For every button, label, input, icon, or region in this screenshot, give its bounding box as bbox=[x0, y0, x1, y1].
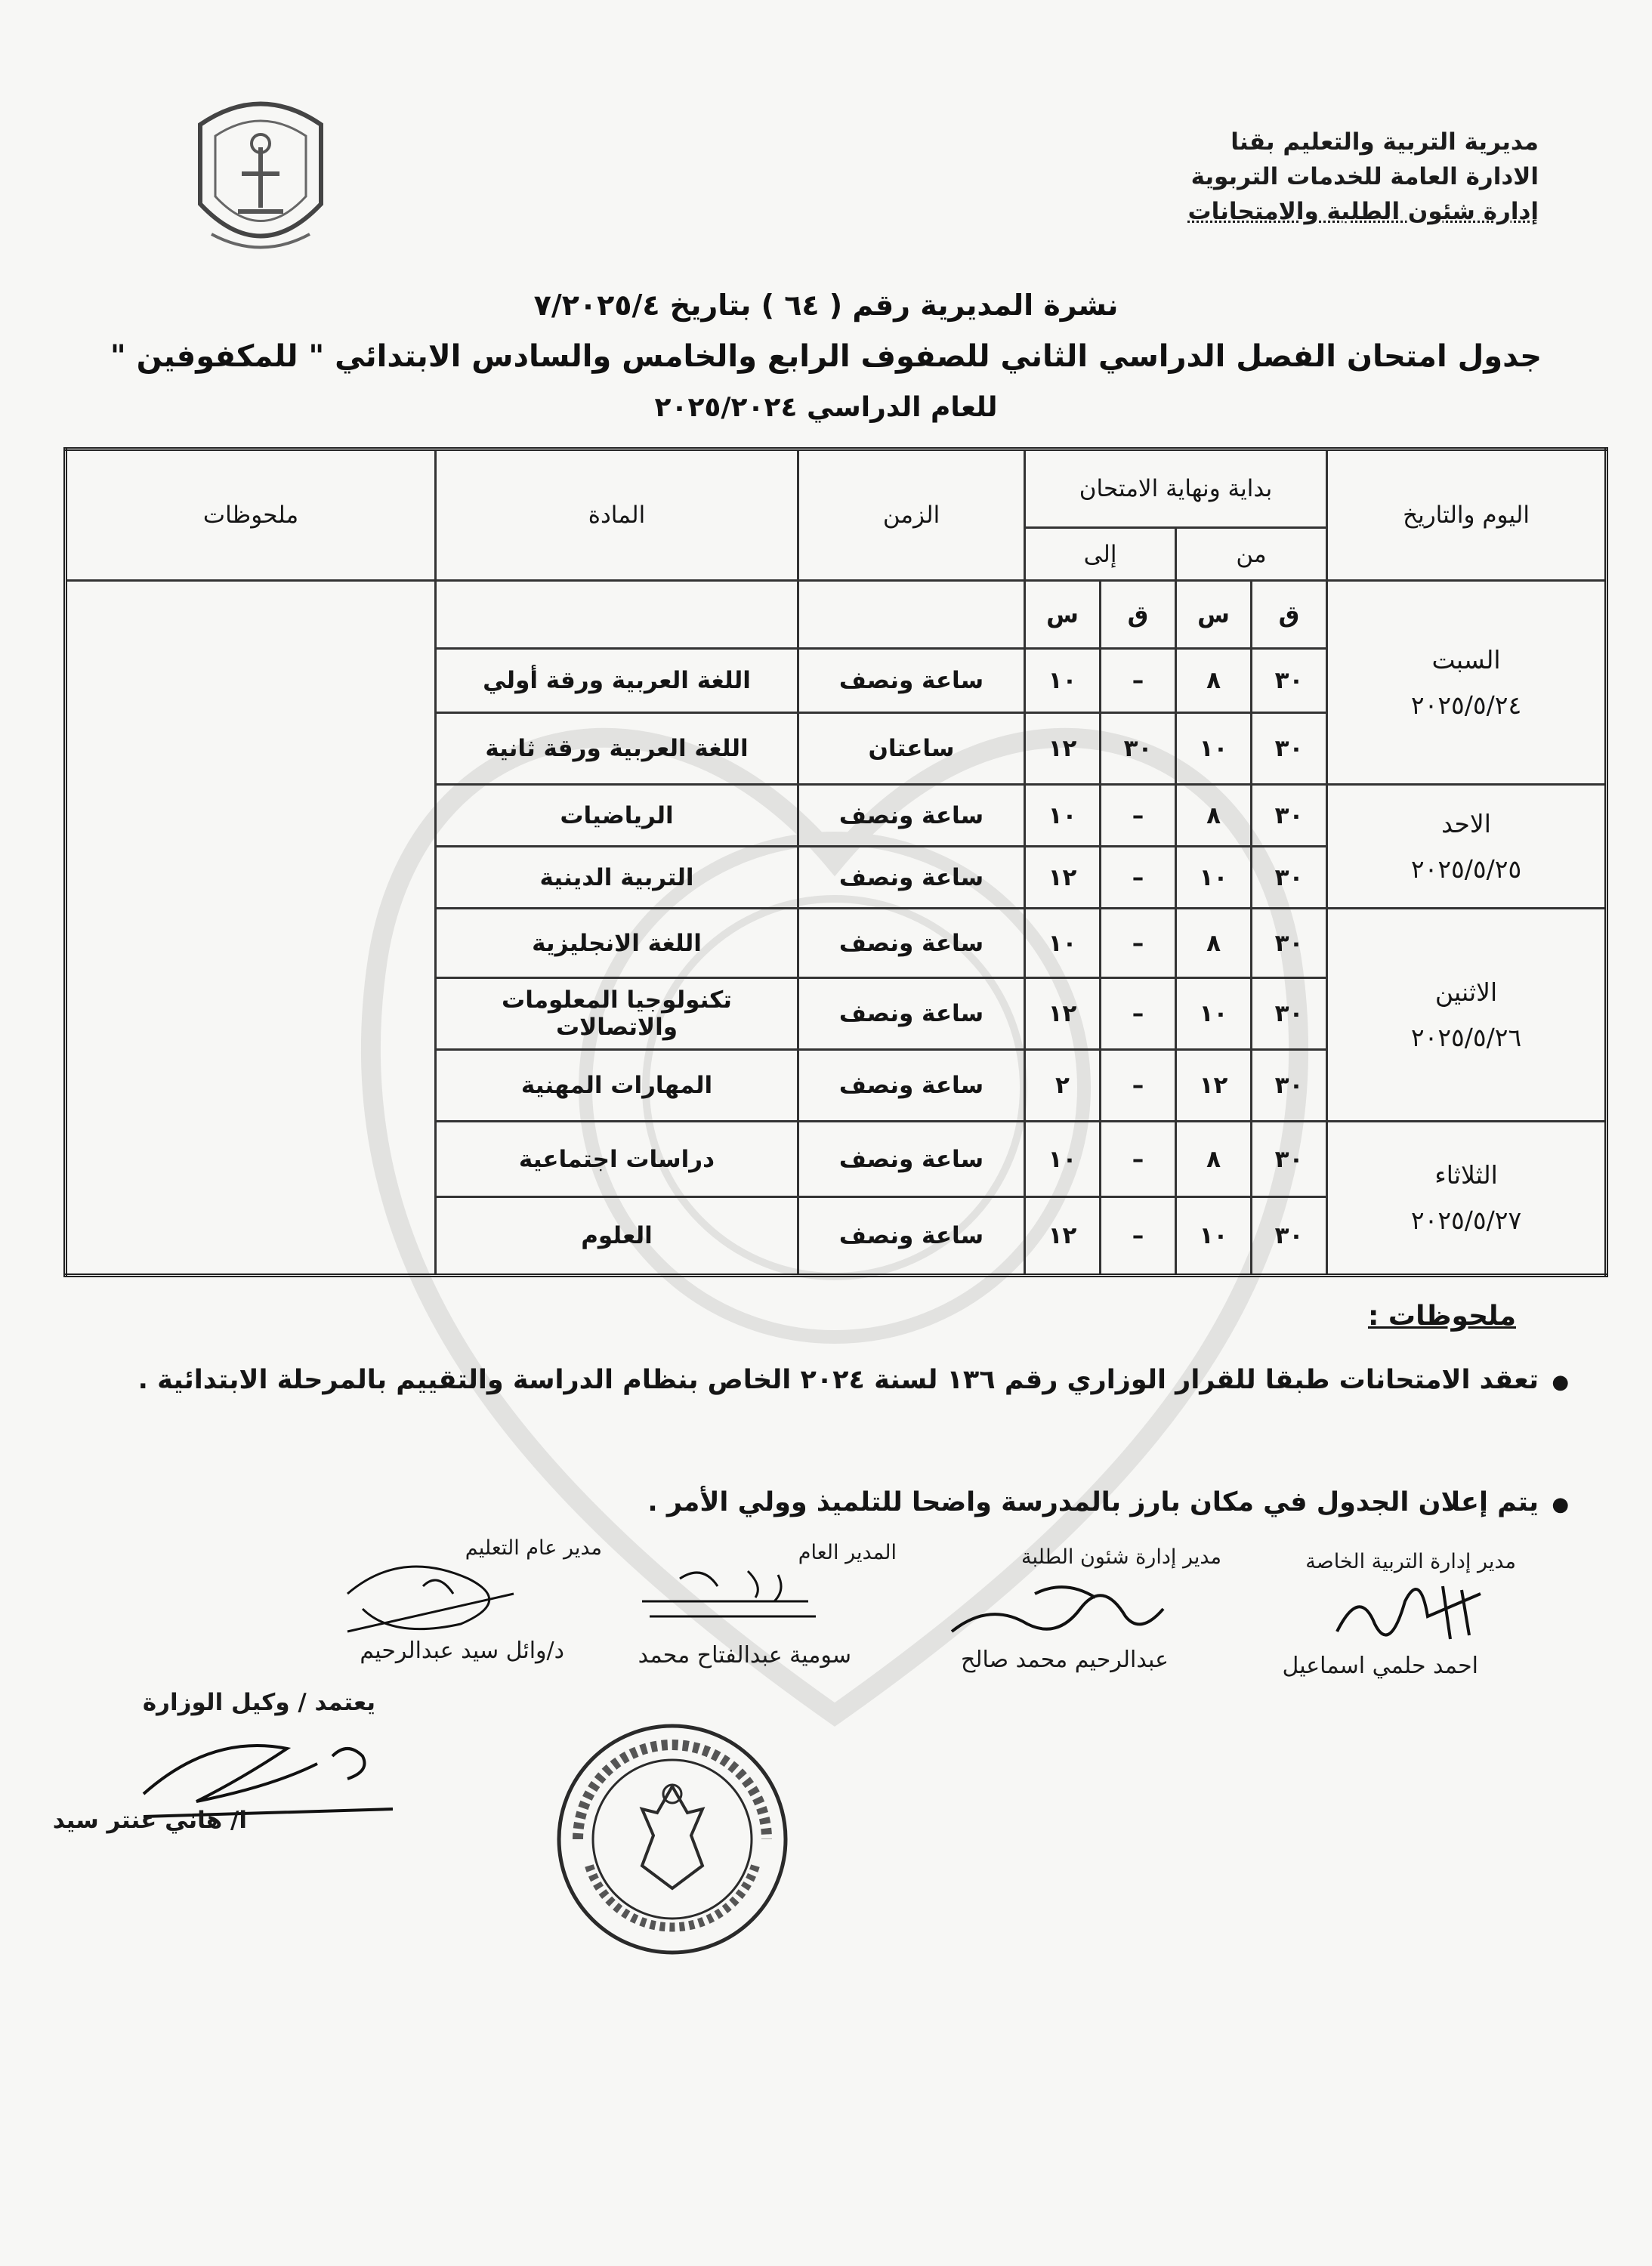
header-to-minute: ق bbox=[1101, 581, 1176, 649]
duration-cell: ساعة ونصف bbox=[798, 847, 1025, 909]
exam-schedule-table bbox=[63, 447, 1608, 1277]
to-minute-cell: – bbox=[1101, 847, 1176, 909]
from-hour-cell: ١٠ bbox=[1176, 713, 1252, 785]
notes-cell bbox=[66, 581, 436, 1276]
header-notes: ملحوظات bbox=[66, 449, 436, 581]
duration-cell: ساعة ونصف bbox=[798, 909, 1025, 978]
from-hour-cell: ٨ bbox=[1176, 1122, 1252, 1197]
day-cell bbox=[1327, 785, 1607, 909]
from-hour-cell: ١٠ bbox=[1176, 847, 1252, 909]
signature-education-director bbox=[332, 1548, 529, 1639]
header-from-minute: ق bbox=[1252, 581, 1327, 649]
duration-cell: ساعتان bbox=[798, 713, 1025, 785]
subject-cell: دراسات اجتماعية bbox=[436, 1122, 798, 1197]
approval-title: يعتمد / وكيل الوزارة bbox=[142, 1689, 375, 1716]
day-name: الاثنين bbox=[1434, 977, 1498, 1007]
special-ed-title: مدير إدارة التربية الخاصة bbox=[1305, 1550, 1516, 1573]
duration-cell: ساعة ونصف bbox=[798, 785, 1025, 847]
subject-cell: المهارات المهنية bbox=[436, 1050, 798, 1122]
from-hour-cell: ٨ bbox=[1176, 649, 1252, 713]
note-item bbox=[58, 1351, 1569, 1412]
from-minute-cell: ٣٠ bbox=[1252, 649, 1327, 713]
education-director-name: د/وائل سيد عبدالرحيم bbox=[360, 1638, 564, 1664]
academic-year: للعام الدراسي ٢٠٢٥/٢٠٢٤ bbox=[654, 392, 998, 423]
education-director-title: مدير عام التعليم bbox=[465, 1536, 602, 1560]
from-minute-cell: ٣٠ bbox=[1252, 785, 1327, 847]
subject-cell: التربية الدينية bbox=[436, 847, 798, 909]
duration-cell: ساعة ونصف bbox=[798, 978, 1025, 1050]
to-minute-cell: – bbox=[1101, 785, 1176, 847]
from-minute-cell: ٣٠ bbox=[1252, 847, 1327, 909]
subject-cell: العلوم bbox=[436, 1197, 798, 1276]
subject-cell bbox=[436, 581, 798, 649]
header-general-administration: الادارة العامة للخدمات التربوية bbox=[1190, 163, 1539, 190]
to-hour-cell: ١٢ bbox=[1025, 713, 1101, 785]
note-text: تعقد الامتحانات طبقا للقرار الوزاري رقم ١٣٦ لسنة ٢٠٢٤ الخاص بنظام الدراسة والتقييم بالمرحلة الابتدائية . bbox=[137, 1365, 1539, 1395]
general-manager-name: سومية عبدالفتاح محمد bbox=[638, 1642, 851, 1669]
from-minute-cell: ٣٠ bbox=[1252, 1050, 1327, 1122]
from-minute-cell: ٣٠ bbox=[1252, 1122, 1327, 1197]
to-minute-cell: – bbox=[1101, 649, 1176, 713]
note-item bbox=[58, 1473, 1569, 1534]
to-minute-cell: – bbox=[1101, 1197, 1176, 1276]
to-hour-cell: ١٢ bbox=[1025, 847, 1101, 909]
special-ed-name: احمد حلمي اسماعيل bbox=[1282, 1653, 1478, 1679]
note-text: يتم إعلان الجدول في مكان بارز بالمدرسة واضحا للتلميذ وولي الأمر . bbox=[647, 1487, 1539, 1517]
to-minute-cell: – bbox=[1101, 909, 1176, 978]
from-minute-cell: ٣٠ bbox=[1252, 909, 1327, 978]
directorate-header bbox=[1187, 125, 1539, 229]
notes-heading: ملحوظات : bbox=[1367, 1301, 1516, 1332]
from-minute-cell: ٣٠ bbox=[1252, 1197, 1327, 1276]
duration-cell: ساعة ونصف bbox=[798, 1122, 1025, 1197]
schedule-title: جدول امتحان الفصل الدراسي الثاني للصفوف الرابع والخامس والسادس الابتدائي " للمكفوفين " bbox=[110, 339, 1542, 374]
from-hour-cell: ١٠ bbox=[1176, 978, 1252, 1050]
header-day-date: اليوم والتاريخ bbox=[1327, 449, 1607, 581]
to-hour-cell: ١٠ bbox=[1025, 785, 1101, 847]
student-affairs-name: عبدالرحيم محمد صالح bbox=[960, 1647, 1169, 1673]
from-hour-cell: ١٢ bbox=[1176, 1050, 1252, 1122]
signature-student-affairs bbox=[944, 1564, 1171, 1647]
to-minute-cell: – bbox=[1101, 1122, 1176, 1197]
to-hour-cell: ١٢ bbox=[1025, 978, 1101, 1050]
subject-cell: اللغة العربية ورقة ثانية bbox=[436, 713, 798, 785]
day-cell bbox=[1327, 909, 1607, 1122]
day-cell bbox=[1327, 1122, 1607, 1276]
day-date: ٢٠٢٥/٥/٢٦ bbox=[1410, 1022, 1522, 1052]
duration-cell: ساعة ونصف bbox=[798, 649, 1025, 713]
header-start-end: بداية ونهاية الامتحان bbox=[1025, 449, 1327, 528]
to-hour-cell: ١٠ bbox=[1025, 1122, 1101, 1197]
duration-cell: ساعة ونصف bbox=[798, 1050, 1025, 1122]
day-cell bbox=[1327, 581, 1607, 785]
bulletin-number: نشرة المديرية رقم ( ٦٤ ) بتاريخ ٧/٢٠٢٥/٤ bbox=[533, 289, 1119, 322]
bullet-icon: ● bbox=[1552, 1493, 1569, 1516]
to-hour-cell: ١٠ bbox=[1025, 909, 1101, 978]
official-seal bbox=[544, 1715, 801, 1964]
from-minute-cell: ٣٠ bbox=[1252, 713, 1327, 785]
subject-cell: اللغة الانجليزية bbox=[436, 909, 798, 978]
general-manager-title: المدير العام bbox=[798, 1541, 897, 1564]
header-from-hour: س bbox=[1176, 581, 1252, 649]
day-date: ٢٠٢٥/٥/٢٤ bbox=[1410, 690, 1522, 720]
student-affairs-title: مدير إدارة شئون الطلبة bbox=[1021, 1545, 1221, 1569]
day-date: ٢٠٢٥/٥/٢٥ bbox=[1410, 854, 1522, 884]
deputy-name: ا/ هاني عنتر سيد bbox=[52, 1807, 247, 1834]
header-student-affairs: إدارة شئون الطلبة والامتحانات bbox=[1187, 198, 1539, 225]
directorate-logo bbox=[181, 83, 340, 272]
to-minute-cell: – bbox=[1101, 1050, 1176, 1122]
subject-cell: الرياضيات bbox=[436, 785, 798, 847]
to-hour-cell: ١٢ bbox=[1025, 1197, 1101, 1276]
subject-cell: تكنولوجيا المعلومات والاتصالات bbox=[436, 978, 798, 1050]
header-directorate: مديرية التربية والتعليم بقنا bbox=[1231, 128, 1539, 156]
header-from: من bbox=[1176, 528, 1327, 581]
header-to: إلى bbox=[1025, 528, 1176, 581]
subject-cell: اللغة العربية ورقة أولي bbox=[436, 649, 798, 713]
header-duration: الزمن bbox=[798, 449, 1025, 581]
day-name: الثلاثاء bbox=[1434, 1160, 1498, 1190]
to-minute-cell: – bbox=[1101, 978, 1176, 1050]
bullet-icon: ● bbox=[1552, 1371, 1569, 1394]
to-hour-cell: ١٠ bbox=[1025, 649, 1101, 713]
from-minute-cell: ٣٠ bbox=[1252, 978, 1327, 1050]
day-name: الاحد bbox=[1441, 808, 1491, 838]
day-date: ٢٠٢٥/٥/٢٧ bbox=[1410, 1206, 1522, 1235]
signature-special-ed bbox=[1329, 1571, 1496, 1654]
from-hour-cell: ٨ bbox=[1176, 909, 1252, 978]
to-minute-cell: ٣٠ bbox=[1101, 713, 1176, 785]
from-hour-cell: ١٠ bbox=[1176, 1197, 1252, 1276]
signature-general-manager bbox=[635, 1556, 831, 1639]
duration-cell bbox=[798, 581, 1025, 649]
from-hour-cell: ٨ bbox=[1176, 785, 1252, 847]
day-name: السبت bbox=[1431, 644, 1501, 675]
header-to-hour: س bbox=[1025, 581, 1101, 649]
header-subject: المادة bbox=[436, 449, 798, 581]
document-titles bbox=[91, 281, 1561, 432]
to-hour-cell: ٢ bbox=[1025, 1050, 1101, 1122]
duration-cell: ساعة ونصف bbox=[798, 1197, 1025, 1276]
